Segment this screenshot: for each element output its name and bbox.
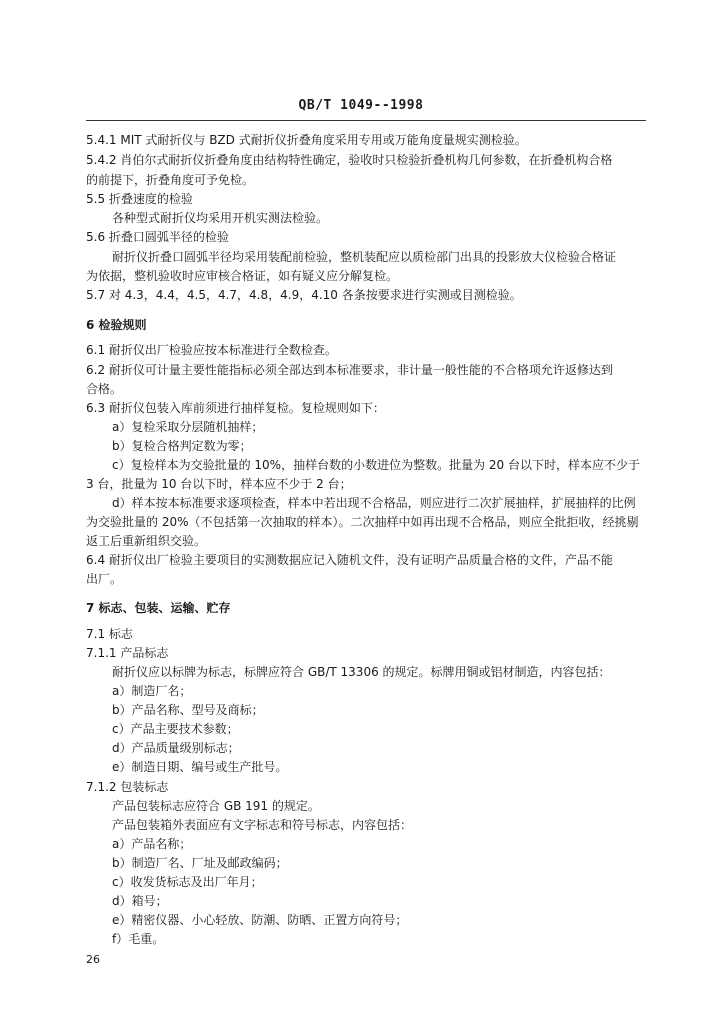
clause-5-4-2-cont: 的前提下，折叠角度可予免检。 [86, 173, 255, 187]
clause-7-1-1-a: a）制造厂名； [112, 684, 192, 698]
clause-6-2-cont: 合格。 [86, 382, 123, 396]
clause-7-1-2-b: b）制造厂名、厂址及邮政编码； [112, 856, 288, 870]
clause-6-1: 6.1 耐折仪出厂检验应按本标准进行全数检查。 [86, 343, 337, 357]
clause-6-3-c-cont: 3 台，批量为 10 台以下时，样本应不少于 2 台； [86, 477, 352, 491]
clause-7-1-2-f: f）毛重。 [112, 932, 165, 946]
header-rule [86, 120, 646, 121]
clause-5-5-heading: 5.5 折叠速度的检验 [86, 192, 193, 206]
clause-5-4-2: 5.4.2 肖伯尔式耐折仪折叠角度由结构特性确定，验收时只检验折叠机构几何参数，在折叠机构合格 [86, 153, 613, 167]
clause-6-4: 6.4 耐折仪出厂检验主要项目的实测数据应记入随机文件，没有证明产品质量合格的文件，产品不能 [86, 553, 613, 567]
clause-7-1-1-b: b）产品名称、型号及商标； [112, 703, 264, 717]
clause-6-3-d-cont-1: 为交验批量的 20%（不包括第一次抽取的样本）。二次抽样中如再出现不合格品，则应全批拒收，经挑剔 [86, 515, 639, 529]
clause-7-1-1-heading: 7.1.1 产品标志 [86, 646, 169, 660]
clause-7-1-1-d: d）产品质量级别标志； [112, 741, 240, 755]
clause-7-1-2-heading: 7.1.2 包装标志 [86, 780, 169, 794]
clause-5-5-text: 各种型式耐折仪均采用开机实测法检验。 [112, 211, 329, 225]
clause-6-3-d-cont-2: 返工后重新组织交验。 [86, 534, 207, 548]
clause-7-1-1-text: 耐折仪应以标牌为标志，标牌应符合 GB/T 13306 的规定。标牌用铜或铝材制造，内容包括： [112, 665, 611, 679]
clause-5-6-text-cont: 为依据，整机验收时应审核合格证，如有疑义应分解复检。 [86, 269, 399, 283]
clause-7-1-2-text-1: 产品包装标志应符合 GB 191 的规定。 [112, 799, 320, 813]
standard-code-header: QB/T 1049--1998 [298, 98, 424, 113]
clause-6-3-d: d）样本按本标准要求逐项检查，样本中若出现不合格品，则应进行二次扩展抽样，扩展抽样的比例 [112, 496, 636, 510]
section-7-heading: 7 标志、包装、运输、贮存 [86, 601, 231, 615]
clause-6-2: 6.2 耐折仪可计量主要性能指标必须全部达到本标准要求，非计量一般性能的不合格项允许返修达到 [86, 363, 613, 377]
clause-7-1-1-e: e）制造日期、编号或生产批号。 [112, 760, 288, 774]
clause-5-7: 5.7 对 4.3，4.4，4.5，4.7，4.8，4.9，4.10 各条按要求进行实测或目测检验。 [86, 288, 522, 302]
clause-5-6-text: 耐折仪折叠口圆弧半径均采用装配前检验，整机装配应以质检部门出具的投影放大仪检验合格证 [112, 250, 617, 264]
clause-7-1-heading: 7.1 标志 [86, 627, 133, 641]
clause-5-6-heading: 5.6 折叠口圆弧半径的检验 [86, 230, 229, 244]
clause-7-1-2-c: c）收发货标志及出厂年月； [112, 875, 263, 889]
clause-6-3: 6.3 耐折仪包装入库前须进行抽样复检。复检规则如下： [86, 401, 385, 415]
clause-7-1-1-c: c）产品主要技术参数； [112, 722, 239, 736]
clause-7-1-2-text-2: 产品包装箱外表面应有文字标志和符号标志，内容包括： [112, 818, 413, 832]
section-6-heading: 6 检验规则 [86, 318, 147, 332]
clause-6-3-a: a）复检采取分层随机抽样； [112, 420, 264, 434]
clause-6-3-b: b）复检合格判定数为零； [112, 439, 252, 453]
clause-5-4-1: 5.4.1 MIT 式耐折仪与 BZD 式耐折仪折叠角度采用专用或万能角度量规实测检验。 [86, 133, 527, 147]
page-number: 26 [86, 953, 100, 966]
clause-6-3-c: c）复检样本为交验批量的 10%，抽样台数的小数进位为整数。批量为 20 台以下时，样本应不少于 [112, 458, 640, 472]
clause-7-1-2-a: a）产品名称； [112, 837, 192, 851]
clause-6-4-cont: 出厂。 [86, 572, 123, 586]
clause-7-1-2-d: d）箱号； [112, 894, 168, 908]
clause-7-1-2-e: e）精密仪器、小心轻放、防潮、防晒、正置方向符号； [112, 913, 408, 927]
